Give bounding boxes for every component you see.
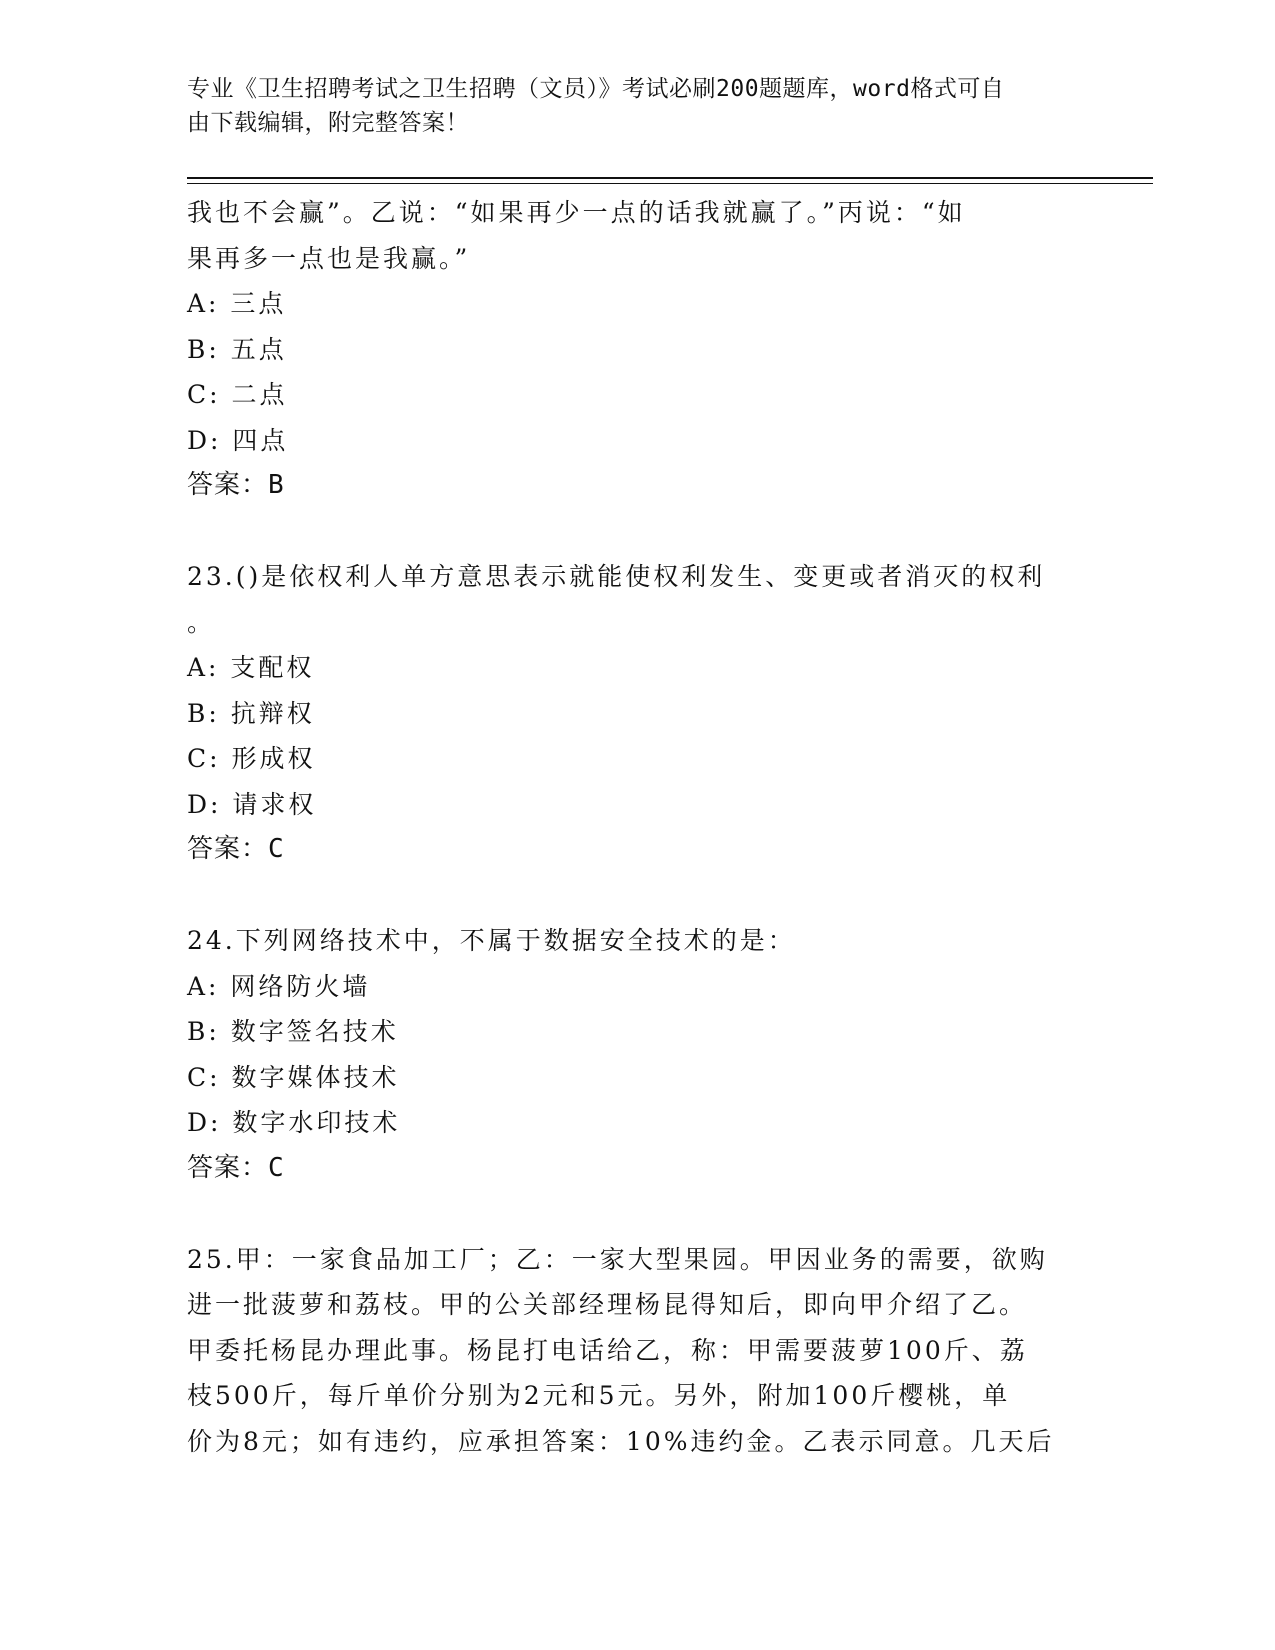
question-text-line: 进一批菠萝和荔枝。甲的公关部经理杨昆得知后，即向甲介绍了乙。 [187, 1290, 1028, 1319]
question-text-line: 24.下列网络技术中，不属于数据安全技术的是： [187, 926, 796, 955]
option-c: C: 数字媒体技术 [187, 1062, 400, 1092]
answer-line: 答案：C [187, 1152, 285, 1183]
option-b: B: 抗辩权 [187, 698, 315, 728]
question-text-line: 甲委托杨昆办理此事。杨昆打电话给乙，称：甲需要菠萝100斤、荔 [187, 1335, 1028, 1365]
question-text-line: 我也不会赢”。乙说：“如果再少一点的话我就赢了。”丙说：“如 [187, 198, 966, 227]
option-b: B: 五点 [187, 334, 287, 364]
question-24 [187, 918, 1087, 1191]
option-c: C: 形成权 [187, 744, 316, 773]
document-header [187, 72, 1067, 140]
question-22-continued [187, 190, 1087, 509]
question-text-line: 果再多一点也是我赢。” [187, 243, 471, 273]
header-divider-thin [187, 183, 1153, 184]
question-text-line: 枝500斤，每斤单价分别为2元和5元。另外，附加100斤樱桃，单 [187, 1381, 1011, 1410]
option-c: C: 二点 [187, 380, 288, 409]
option-d: D: 请求权 [187, 789, 317, 819]
question-text-line: 25.甲：一家食品加工厂；乙：一家大型果园。甲因业务的需要，欲购 [187, 1244, 1048, 1274]
option-a: A: 网络防火墙 [187, 971, 371, 1001]
header-divider-thick [187, 177, 1153, 179]
option-d: D: 四点 [187, 425, 289, 455]
question-text-line: 价为8元；如有违约，应承担答案：10%违约金。乙表示同意。几天后 [187, 1426, 1055, 1456]
question-text-line: 23.()是依权利人单方意思表示就能使权利发生、变更或者消灭的权利 [187, 562, 1046, 591]
question-text-line: 。 [187, 607, 216, 637]
header-line-2: 由下载编辑，附完整答案！ [187, 110, 469, 136]
header-line-1: 专业《卫生招聘考试之卫生招聘（文员）》考试必刷200题题库，word格式可自 [187, 76, 1005, 102]
question-list [187, 190, 1087, 1464]
option-a: A: 支配权 [187, 653, 315, 682]
answer-line: 答案：B [187, 470, 285, 500]
option-b: B: 数字签名技术 [187, 1017, 399, 1046]
question-23 [187, 554, 1087, 873]
option-a: A: 三点 [187, 289, 287, 318]
answer-line: 答案：C [187, 834, 285, 864]
question-25 [187, 1237, 1087, 1465]
option-d: D: 数字水印技术 [187, 1108, 401, 1137]
